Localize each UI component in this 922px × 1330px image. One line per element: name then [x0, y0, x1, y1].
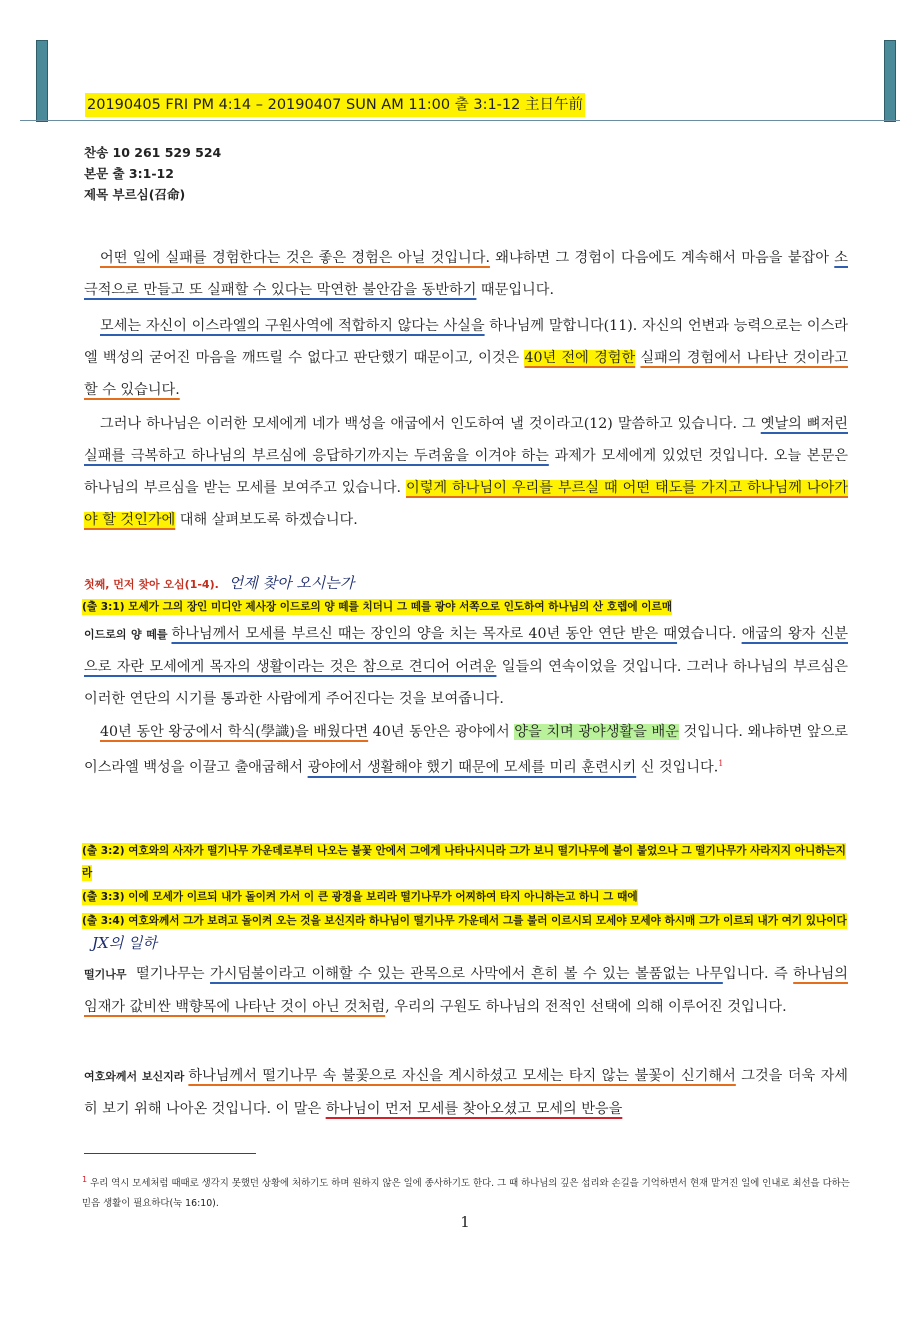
- underlined-phrase: 모세는 자신이 이스라엘의 구원사역에 적합하지 않다는 사실을: [100, 318, 485, 334]
- text-run: 과제가 모세에게 있었던 것입니다. 오늘 본문은 하나님의 부르심을 받는 모세를 보여주고 있습니다.: [84, 448, 848, 496]
- footnote-marker[interactable]: 1: [718, 759, 724, 768]
- underlined-phrase: 어떤 일에 실패를 경험한다는 것은 좋은 경험은 아닐 것입니다.: [100, 250, 490, 266]
- paragraph-1: [84, 242, 848, 306]
- section-heading: [84, 572, 354, 592]
- text-run: 것입니다. 왜냐하면 앞으로 이스라엘 백성을 이끌고 출애굽해서: [84, 724, 849, 776]
- paragraph-2: [84, 310, 848, 406]
- hymn-numbers: 찬송 10 261 529 524: [84, 145, 222, 160]
- underlined-phrase: 40년 동안 왕궁에서 학식(學識)을 배웠다면: [100, 724, 369, 740]
- scripture-exodus-3-3: [82, 886, 852, 908]
- text-run: 대해 살펴보도록 하겠습니다.: [175, 512, 358, 528]
- section-title: 첫째, 먼저 찾아 오심(1-4).: [84, 578, 219, 591]
- text-run: 였습니다.: [677, 626, 742, 642]
- text-run: 신 것입니다.: [640, 759, 719, 776]
- paragraph-3: [84, 408, 848, 536]
- inline-label: 여호와께서 보신지라: [84, 1070, 185, 1083]
- header-date-range: 20190405 FRI PM 4:14 – 20190407 SUN AM 11:00 출 3:1-12 主日午前: [85, 93, 585, 117]
- handwritten-note: 언제 찾아 오시는가: [228, 574, 355, 592]
- scripture-exodus-3-1: [82, 596, 852, 618]
- underlined-phrase: 소극적으로 만들고 또 실패할 수 있다는 막연한 불안감을 동반하기: [84, 250, 848, 298]
- text-run: 입니다. 즉: [722, 966, 794, 982]
- footnote: [82, 1170, 852, 1214]
- text-run: 때문입니다.: [476, 282, 554, 298]
- footnote-rule: [84, 1153, 256, 1154]
- text-run: 일들의 연속이었을 것입니다. 그러나 하나님의 부르심은 이러한 연단의 시기를 통과한 사람에게 주어진다는 것을 보여줍니다.: [84, 659, 848, 707]
- header-line: [85, 91, 605, 119]
- underlined-phrase: 하나님께서 떨기나무 속 불꽃으로 자신을 계시하셨고 모세는 타지 않는 불꽃이 신기해서: [188, 1068, 736, 1084]
- underlined-phrase: 옛날의 뼈저린 실패를 극복하고 하나님의 부르심에 응답하기까지는 두려움을 이겨야 하는: [84, 416, 848, 464]
- underlined-phrase: 실패의 경험에서 나타난 것이라고 할 수 있습니다.: [84, 350, 848, 398]
- right-binder-bar: [884, 40, 896, 122]
- header-rule: [20, 120, 900, 121]
- sermon-title: 제목 부르심(召命): [84, 187, 186, 202]
- paragraph-6: [84, 958, 848, 1023]
- text-run: 그러나 하나님은 이러한 모세에게 네가 백성을 애굽에서 인도하여 낼 것이라고(12) 말씀하고 있습니다. 그: [100, 416, 761, 432]
- paragraph-4: [84, 618, 848, 715]
- highlighted-phrase: 이렇게 하나님이 우리를 부르실 때 어떤 태도를 가지고 하나님께 나아가야 할 것인가에: [84, 480, 848, 528]
- paragraph-5: [84, 716, 848, 784]
- left-binder-bar: [36, 40, 48, 122]
- text-run: , 우리의 구원도 하나님의 전적인 선택에 의해 이루어진 것입니다.: [385, 999, 787, 1015]
- page-number: 1: [460, 1213, 470, 1231]
- underlined-phrase: 가시덤불이라고 이해할 수 있는 관목으로 사막에서 흔히 볼 수 있는 볼품없는 나무: [210, 966, 723, 982]
- green-highlight: 양을 치며 광야생활을 배운: [514, 724, 679, 740]
- text-run: 왜냐하면 그 경험이 다음에도 계속해서 마음을 붙잡아: [489, 250, 835, 266]
- text-run: 그것을 더욱 자세히 보기 위해 나아온 것입니다. 이 말은: [84, 1068, 849, 1117]
- scripture-text: (출 3:1) 모세가 그의 장인 미디안 제사장 이드로의 양 떼를 치더니 그 떼를 광야 서쪽으로 인도하여 하나님의 산 호렙에 이르매: [82, 601, 672, 613]
- scripture-text: (출 3:4) 여호와께서 그가 보려고 돌이켜 오는 것을 보신지라 하나님이 떨기나무 가운데서 그를 불러 이르시되 모세야 모세야 하시매 그가 이르되 내가 여기 있나이다: [82, 915, 847, 927]
- scripture-exodus-3-4: [82, 910, 852, 956]
- underlined-phrase: 하나님이 먼저 모세를 찾아오셨고 모세의 반응을: [325, 1101, 623, 1117]
- footnote-text: 우리 역시 모세처럼 때때로 생각지 못했던 상황에 처하기도 하며 원하지 않은 일에 종사하기도 한다. 그 때 하나님의 깊은 섭리와 손길을 기억하면서 현재 맡겨진 일에 인내로 최선을 다하는 믿음 생활이 필요하다(눅 16:10).: [82, 1178, 850, 1210]
- scripture-exodus-3-2: [82, 840, 852, 884]
- inline-label: 이드로의 양 떼를: [84, 628, 168, 641]
- underlined-phrase: 애굽의 왕자 신분으로 자란 모세에게 목자의 생활이라는 것은 참으로 견디어 어려운: [84, 626, 848, 675]
- inline-label: 떨기나무: [84, 968, 127, 981]
- handwritten-note: JX의 일하: [92, 934, 157, 952]
- scripture-text: (출 3:2) 여호와의 사자가 떨기나무 가운데로부터 나오는 불꽃 안에서 그에게 나타나시니라 그가 보니 떨기나무에 불이 붙었으나 그 떨기나무가 사라지지 아니하는지라: [82, 845, 846, 879]
- underlined-phrase: 광야에서 생활해야 했기 때문에 모세를 미리 훈련시키: [307, 759, 637, 776]
- underlined-phrase: 하나님의 임재가 값비싼 백향목에 나타난 것이 아닌 것처럼: [84, 966, 848, 1015]
- paragraph-7: [84, 1060, 848, 1125]
- text-run: 떨기나무는: [130, 966, 211, 982]
- sermon-meta: [84, 142, 504, 205]
- scripture-reference: 본문 출 3:1-12: [84, 166, 174, 181]
- text-run: 하나님께 말합니다(11). 자신의 언변과 능력으로는 이스라엘 백성의 굳어진 마음을 깨뜨릴 수 없다고 판단했기 때문이고, 이것은: [84, 318, 848, 366]
- text-run: 40년 동안은 광야에서: [368, 724, 515, 740]
- highlighted-phrase: 40년 전에 경험한: [524, 350, 636, 366]
- underlined-phrase: 하나님께서 모세를 부르신 때는 장인의 양을 치는 목자로 40년 동안 연단 받은 때: [171, 626, 678, 642]
- scripture-text: (출 3:3) 이에 모세가 이르되 내가 돌이켜 가서 이 큰 광경을 보리라 떨기나무가 어찌하여 타지 아니하는고 하니 그 때에: [82, 891, 638, 903]
- footnote-number: 1: [82, 1175, 88, 1184]
